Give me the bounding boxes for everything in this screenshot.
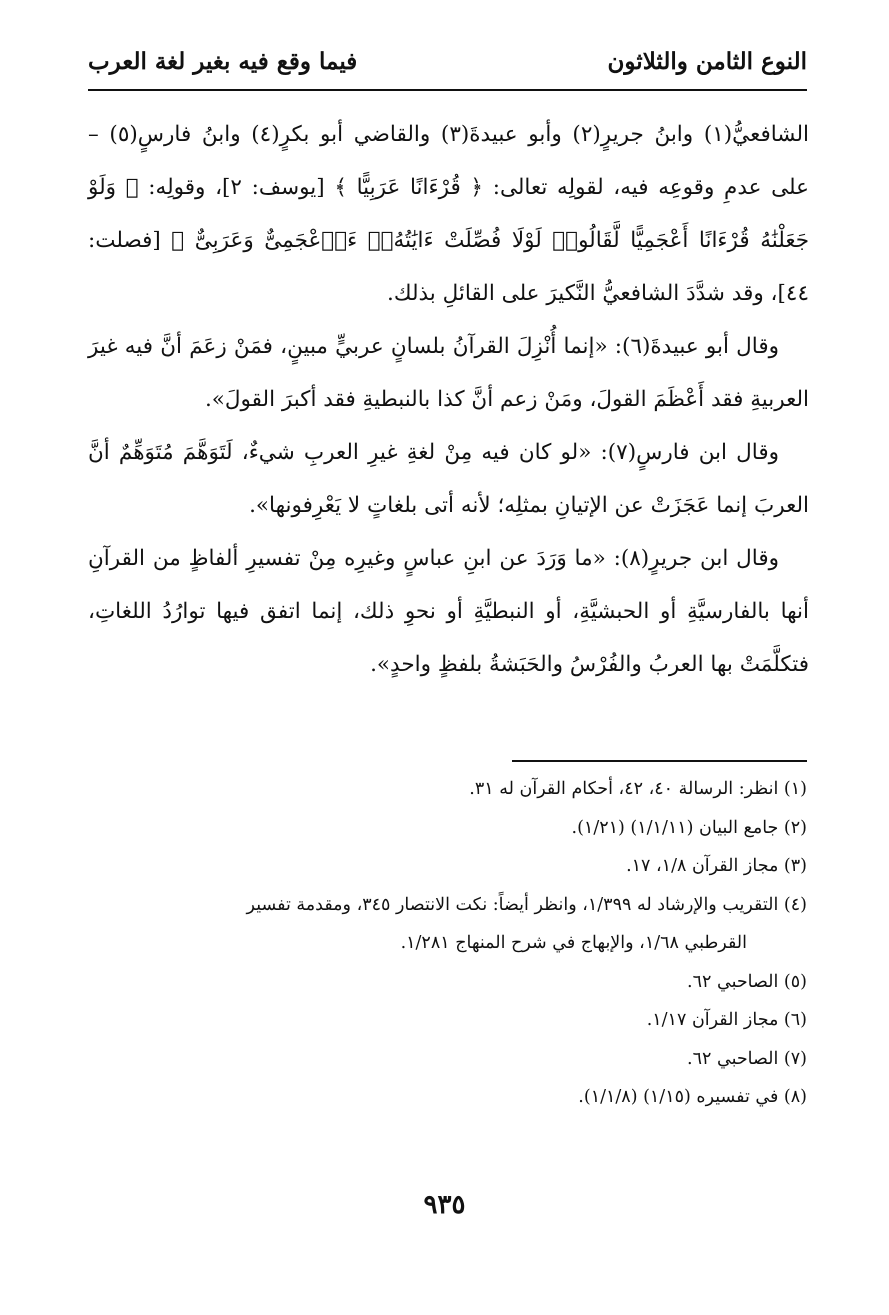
footnote: (١) انظر: الرسالة ٤٠، ٤٢، أحكام القرآن له ٣١. [469,779,807,799]
page-number: ٩٣٥ [423,1190,466,1220]
header-divider [88,89,807,91]
paragraph: وقال ابن فارسٍ(٧): «لو كان فيه مِنْ لغةِ غيرِ العربِ شيءٌ، لَتَوَهَّمَ مُتَوَهِّمٌ أنَّ العربَ إنما عَجَزَتْ عن الإتيانِ بمثلِه؛ لأنه أتى بلغاتٍ لا يَعْرِفونها». [88,440,809,518]
footnote: (٢) جامع البيان (١/١/١١) (١/٢١). [571,817,807,838]
footnote: (٨) في تفسيره (١/١٥) (١/١/٨). [578,1087,807,1107]
footnote-divider [512,760,807,762]
paragraph: وقال أبو عبيدةَ(٦): «إنما أُنْزِلَ القرآنُ بلسانٍ عربيٍّ مبينٍ، فمَنْ زعَمَ أنَّ فيه غيرَ العربيةِ فقد أَعْظَمَ القولَ، ومَنْ زعم أنَّ كذا بالنبطيةِ فقد أكبرَ القولَ». [88,334,809,412]
section-title: فيما وقع فيه بغير لغة العرب [88,47,358,75]
running-header [88,38,807,84]
paragraph: وقال ابن جريرٍ(٨): «ما وَرَدَ عن ابنِ عباسٍ وغيرِه مِنْ تفسيرِ ألفاظٍ من القرآنِ أنها بالفارسيَّةِ أو الحبشيَّةِ، أو النبطيَّةِ أو نحوِ ذلك، إنما اتفق فيها توارُدُ اللغاتِ، فتكلَّمَتْ بها العربُ والفُرْسُ والحَبَشةُ بلفظٍ واحدٍ». [88,546,809,677]
chapter-title: النوع الثامن والثلاثون [607,47,807,75]
footnote: (٦) مجاز القرآن ١/١٧. [646,1010,807,1030]
main-text [88,108,809,691]
footnote: (٥) الصاحبي ٦٢. [687,971,807,992]
footnote: (٧) الصاحبي ٦٢. [687,1048,807,1069]
footnote-continuation: القرطبي ١/٦٨، والإبهاج في شرح المنهاج ١/٢٨١. [400,933,747,953]
paragraph: الشافعيُّ(١) وابنُ جريرٍ(٢) وأبو عبيدةَ(٣) والقاضي أبو بكرٍ(٤) وابنُ فارسٍ(٥) – على عدمِ وقوعِه فيه، لقولِه تعالى: ﴿ قُرْءَانًا عَرَبِيًّا ﴾ [يوسف: ٢]، وقولِه: ﴿ وَلَوْ جَعَلْنَٰهُ قُرْءَانًا أَعْجَمِيًّا لَّقَالُوا۟ لَوْلَا فُصِّلَتْ ءَايَٰتُهُۥٓ ءَا۬عْجَمِىٌّ وَعَرَبِىٌّ ﴾ [فصلت: ٤٤]، وقد شدَّدَ الشافعيُّ النَّكيرَ على القائلِ بذلك. [88,122,810,306]
footnote: (٣) مجاز القرآن ١/٨، ١٧. [626,856,807,876]
footnotes [88,770,807,1117]
footnote: (٤) التقريب والإرشاد له ١/٣٩٩، وانظر أيضاً: نكت الانتصار ٣٤٥، ومقدمة تفسير [246,894,807,915]
